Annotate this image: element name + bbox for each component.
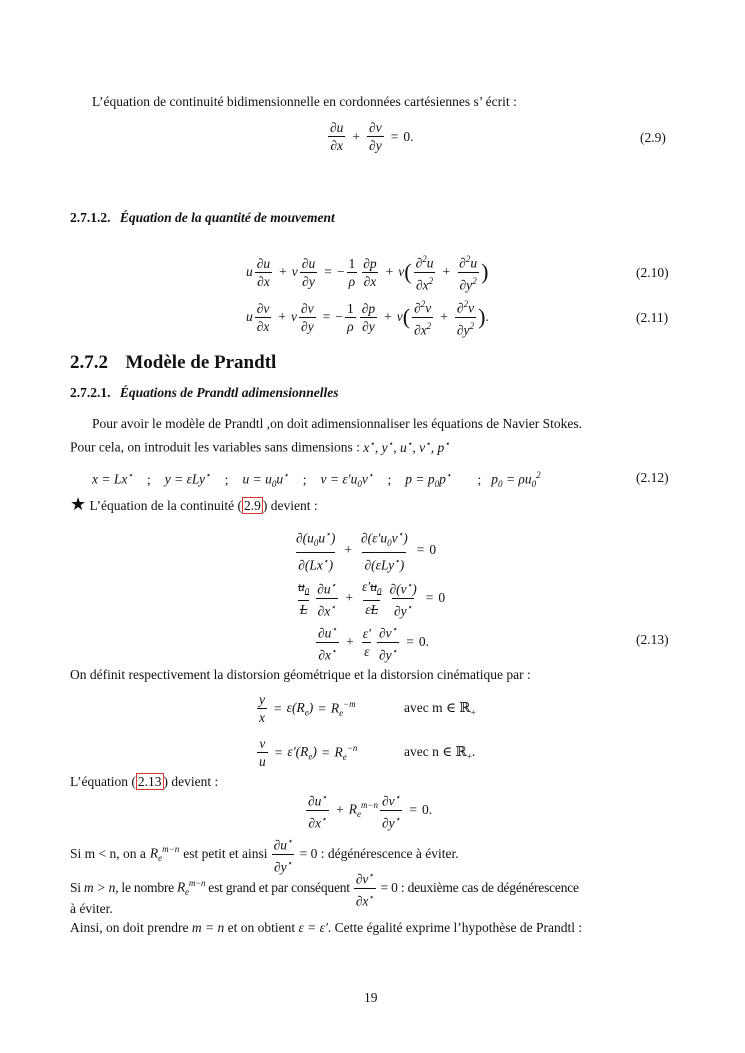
eq-2-13-becomes-line: L’équation ( 2.13 ) devient : [70, 774, 219, 789]
equation-2-9: $\frac{\partial u}{\partial x}$ + $\frac{\partial v}{\partial y}$ = 0. [330, 120, 414, 153]
equation-2-13: $\frac{\partial u^⋆}{\partial x^⋆}$ + $\frac{\varepsilon'}{\varepsilon}$ $\frac{\partial v^⋆}{\partial y^⋆}$ = 0. [318, 624, 430, 662]
section-number: 2.7.1.2. [70, 210, 111, 225]
avec-m-label: avec m ∈ ℝ [404, 700, 471, 715]
case-m-less-than-n: Si m < n, on a $R_e^{m-n}$ est petit et ainsi $\frac{\partial u^⋆}{\partial y^⋆}$ = 0 : dégénérescence à éviter. [70, 836, 459, 874]
case-mid: est petit et ainsi [183, 846, 268, 861]
eq-2-13-becomes-before: L’équation [70, 774, 128, 789]
section-number: 2.7.2.1. [70, 385, 111, 400]
eqno-2-10: (2.10) [636, 265, 669, 280]
equation-2-12: x = Lx⋆ ; y = εLy⋆ ; $u = u_0u^⋆$ ; $v = \varepsilon'u_0v^⋆$ ; $p = p_0p^⋆$ ; $p_0 = \rho u_0^2$ [92, 470, 541, 490]
variables-list: x⋆, y⋆, u⋆, v⋆, p⋆ [363, 438, 450, 455]
reynolds-continuity-equation: $\frac{\partial u^⋆}{\partial x^⋆}$ + $R_e^{m-n}$ $\frac{\partial v^⋆}{\partial y^⋆}$ = 0. [308, 792, 433, 830]
conclusion-line: Ainsi, on doit prendre m = n et on obtient ε = ε′. Cette égalité exprime l’hypothèse de Prandtl : [70, 920, 583, 935]
equation-2-11: u $\frac{\partial v}{\partial x}$ + v $\frac{\partial v}{\partial y}$ = − $\frac{1}{\rho}$ $\frac{\partial p}{\partial y}$ + ν ( $\frac{\partial^2v}{\partial x^2}$ + $\frac{\partial^2v}{\partial y^2}$ ) . [246, 299, 489, 337]
avec-n-text: avec n ∈ ℝ$_+$. [404, 744, 476, 762]
eq-2-13-becomes-after: devient : [171, 774, 219, 789]
continuity-becomes-line: ★ L’équation de la continuité ( 2.9 ) devient : [70, 494, 318, 514]
section-2-7-1-2-heading [70, 210, 335, 226]
section-2-7-2-1-heading [70, 385, 339, 401]
section-title: Modèle de Prandtl [125, 352, 277, 373]
section-title: Équations de Prandtl adimensionnelles [119, 385, 339, 400]
avec-m-text: avec m ∈ ℝ$_+$ [404, 700, 476, 718]
continuity-becomes-after: devient : [270, 498, 318, 513]
eqno-2-9: (2.9) [640, 130, 666, 145]
prandtl-paragraph-line-2 [70, 434, 450, 457]
case-m-greater-than-n: Si m > n, le nombre $R_e^{m-n}$ est grand et par conséquent $\frac{\partial v^⋆}{\partial x^⋆}$ = 0 : deuxième cas de dégénérescence [70, 870, 579, 908]
star-icon: ★ [70, 494, 87, 514]
section-number: 2.7.2 [70, 352, 108, 373]
case-lead: Si m < n, on a [70, 846, 146, 861]
conclusion-lead: Ainsi, on doit prendre [70, 920, 189, 935]
ref-eq-2-9-link[interactable]: 2.9 [243, 498, 261, 513]
case-mid-2: est grand et par conséquent [208, 880, 350, 895]
case-m-greater-than-n-line-2: à éviter. [70, 901, 113, 916]
continuity-adim-step-2: $\frac{u_0}{L}$ $\frac{\partial u^⋆}{\partial x^⋆}$ + $\frac{\varepsilon'u_0}{\varepsilon L}$ $\frac{\partial(v^⋆)}{\partial y^⋆}$ = 0 [298, 578, 446, 618]
case-lead: Si [70, 880, 81, 895]
continuity-adim-step-1: $\frac{\partial(u_0u^⋆)}{\partial(Lx^⋆)}$ + $\frac{\partial(\varepsilon'u_0v^⋆)}{\partial(\varepsilon Ly^⋆)}$ = 0 [296, 529, 437, 573]
conclusion-mid: et on obtient [227, 920, 296, 935]
case-tail: = 0 : deuxième cas de dégénérescence [380, 880, 579, 895]
eqno-2-13: (2.13) [636, 632, 669, 647]
ref-eq-2-13-link[interactable]: 2.13 [137, 774, 162, 789]
equation-2-10: u $\frac{\partial u}{\partial x}$ + v $\frac{\partial u}{\partial y}$ = − $\frac{1}{\rho}$ $\frac{\partial p}{\partial x}$ + ν ( $\frac{\partial^2u}{\partial x^2}$ + $\frac{\partial^2u}{\partial y^2}$ ) [246, 254, 489, 292]
continuity-intro: L’équation de continuité bidimensionnelle en cordonnées cartésiennes s’ écrit : [92, 94, 517, 109]
continuity-becomes-before: L’équation de la continuité [89, 498, 235, 513]
page-number: 19 [364, 990, 378, 1005]
conclusion-tail: . Cette égalité exprime l’hypothèse de Prandtl : [327, 920, 583, 935]
prandtl-paragraph-line-1: Pour avoir le modèle de Prandtl ,on doit adimensionnaliser les équations de Navier Stokes. [92, 416, 583, 431]
distortion-intro: On définit respectivement la distorsion géométrique et la distorsion cinématique par : [70, 667, 531, 682]
eqno-2-11: (2.11) [636, 310, 669, 325]
geometric-distortion-equation: $\frac{y}{x}$ = $\varepsilon(R_e)$ = $R_e^{-m}$ [259, 692, 356, 725]
kinematic-distortion-equation: $\frac{v}{u}$ = $\varepsilon'(R_e)$ = $R_e^{-n}$ [259, 736, 358, 769]
case-tail: = 0 : dégénérescence à éviter. [299, 846, 459, 861]
case-mid-1: le nombre [121, 880, 174, 895]
section-2-7-2-heading [70, 352, 276, 374]
avec-n-label: avec n ∈ ℝ [404, 744, 467, 759]
section-title: Équation de la quantité de mouvement [119, 210, 335, 225]
prandtl-paragraph-text: Pour cela, on introduit les variables sans dimensions : [70, 439, 360, 455]
eqno-2-12: (2.12) [636, 470, 669, 485]
